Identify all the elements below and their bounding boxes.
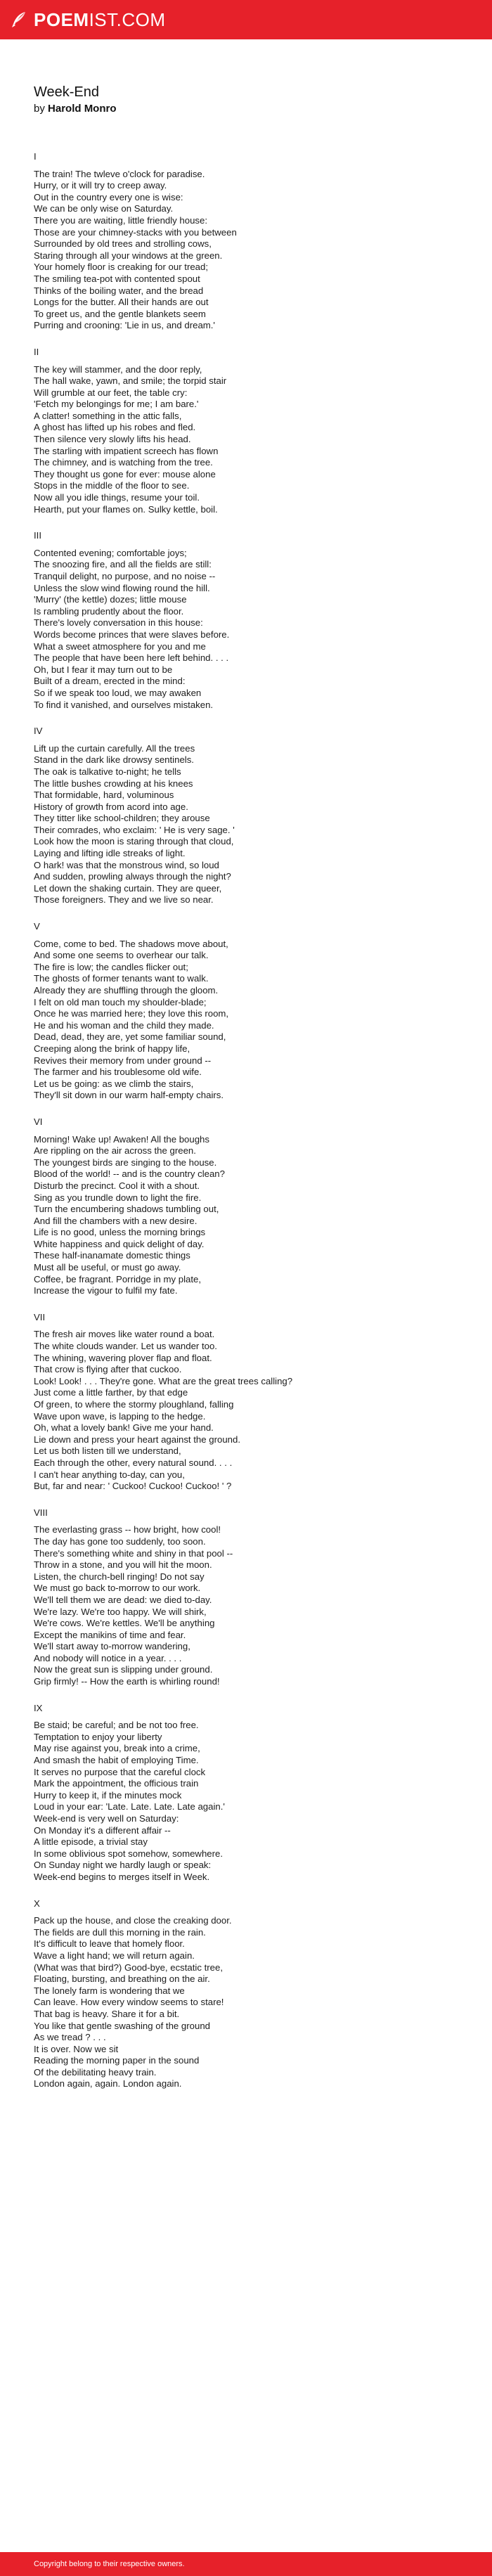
poem-line: Hurry to keep it, if the minutes mock <box>34 1789 182 1801</box>
poem-line: Of the debilitating heavy train. <box>34 2066 157 2078</box>
poem-line: London again, again. London again. <box>34 2078 182 2089</box>
poem-line: Must all be useful, or must go away. <box>34 1262 181 1273</box>
poem-line: Loud in your ear: 'Late. Late. Late. Late again.' <box>34 1801 225 1812</box>
poem-line: Disturb the precinct. Cool it with a shout. <box>34 1180 200 1191</box>
poem-line: Increase the vigour to fulfil my fate. <box>34 1285 178 1296</box>
poem-line: That formidable, hard, voluminous <box>34 790 174 801</box>
poem-line: On Sunday night we hardly laugh or speak: <box>34 1860 212 1871</box>
poem-line: I felt on old man touch my shoulder-blade; <box>34 996 207 1007</box>
poem-line: And fill the chambers with a new desire. <box>34 1215 198 1226</box>
poem-line: The oak is talkative to-night; he tells <box>34 766 181 777</box>
stanza-numeral: X <box>34 1898 40 1909</box>
copyright-notice: Copyright belong to their respective owners. <box>34 2560 185 2568</box>
poem-line: Longs for the butter. All their hands are out <box>34 297 209 308</box>
poem-line: Except the manikins of time and fear. <box>34 1629 186 1640</box>
poem-line: Throw in a stone, and you will hit the moon. <box>34 1559 212 1571</box>
poem-line: We can be only wise on Saturday. <box>34 203 174 214</box>
poem-line: A ghost has lifted up his robes and fled. <box>34 422 196 433</box>
poem-line: Blood of the world! -- and is the country clean? <box>34 1168 225 1180</box>
poem-line: There's lovely conversation in this house: <box>34 617 203 629</box>
poem-line: Hurry, or it will try to creep away. <box>34 180 167 191</box>
poem-line: The farmer and his troublesome old wife. <box>34 1067 202 1078</box>
poem-line: Let us be going: as we climb the stairs, <box>34 1078 194 1089</box>
poem-line: Stand in the dark like drowsy sentinels. <box>34 754 194 766</box>
poem-line: Their comrades, who exclaim: ' He is very sage. ' <box>34 824 235 835</box>
poem-line: A little episode, a trivial stay <box>34 1836 148 1848</box>
poem-line: As we tread ? . . . <box>34 2032 106 2043</box>
poem-line: The snoozing fire, and all the fields are still: <box>34 559 212 570</box>
poem-line: The chimney, and is watching from the tree. <box>34 457 213 468</box>
poem-line: Once he was married here; they love this room, <box>34 1008 229 1019</box>
poem-line: Wave upon wave, is lapping to the hedge. <box>34 1410 206 1422</box>
stanza-numeral: IX <box>34 1702 43 1713</box>
poem-line: I can't hear anything to-day, can you, <box>34 1469 185 1480</box>
poem-line: Thinks of the boiling water, and the bread <box>34 285 204 296</box>
poem-line: Sing as you trundle down to light the fire. <box>34 1192 202 1203</box>
poem-line: Wave a light hand; we will return again. <box>34 1950 195 1961</box>
poem-line: And smash the habit of employing Time. <box>34 1755 199 1766</box>
stanza <box>34 151 470 332</box>
poem-line: Creeping along the brink of happy life, <box>34 1043 190 1054</box>
poem-line: So if we speak too loud, we may awaken <box>34 687 202 698</box>
stanza-numeral: IV <box>34 726 43 737</box>
stanza <box>34 1898 470 2091</box>
stanza-numeral: VII <box>34 1311 46 1322</box>
poem-line: Unless the slow wind flowing round the hill. <box>34 582 210 593</box>
poem-line: Morning! Wake up! Awaken! All the boughs <box>34 1133 209 1145</box>
poem-line: To find it vanished, and ourselves mistaken. <box>34 699 214 710</box>
poem-line: The smiling tea-pot with contented spout <box>34 273 200 284</box>
poem-line: The day has gone too suddenly, too soon. <box>34 1535 206 1547</box>
poem-line: We must go back to-morrow to our work. <box>34 1583 201 1594</box>
author-link[interactable]: Harold Monro <box>48 103 117 115</box>
poem-line: White happiness and quick delight of day. <box>34 1238 205 1249</box>
poem-line: History of growth from acord into age. <box>34 801 188 812</box>
poem-line: Built of a dream, erected in the mind: <box>34 676 186 687</box>
poem-line: Grip firmly! -- How the earth is whirling round! <box>34 1676 220 1687</box>
poem-line: Is rambling prudently about the floor. <box>34 605 184 617</box>
site-logo-text: POEMIST.COM <box>34 8 166 30</box>
poem-line: Are rippling on the air across the green. <box>34 1145 196 1157</box>
poem-line: The train! The twleve o'clock for paradise. <box>34 168 205 179</box>
poem-line: Week-end begins to merges itself in Week. <box>34 1871 210 1882</box>
stanza <box>34 347 470 515</box>
stanza <box>34 1116 470 1297</box>
poem-line: What a sweet atmosphere for you and me <box>34 640 206 652</box>
poem-line: Reading the morning paper in the sound <box>34 2055 200 2066</box>
poem-content <box>34 84 470 2105</box>
poem-line: Surrounded by old trees and strolling cows, <box>34 238 212 250</box>
poem-line: The little bushes crowding at his knees <box>34 778 193 789</box>
poem-line: We'll start away to-morrow wandering, <box>34 1641 190 1652</box>
poem-line: Out in the country every one is wise: <box>34 191 183 202</box>
poem-line: They titter like school-children; they arouse <box>34 813 210 824</box>
poem-line: Stops in the middle of the floor to see. <box>34 480 190 491</box>
poem-line: And some one seems to overhear our talk. <box>34 950 209 961</box>
poem-line: Now all you idle things, resume your toil. <box>34 492 200 503</box>
poem-line: 'Fetch my belongings for me; I am bare.' <box>34 399 199 410</box>
poem-line: The fresh air moves like water round a boat. <box>34 1329 215 1340</box>
poem-line: Contented evening; comfortable joys; <box>34 547 187 558</box>
poem-line: The people that have been here left behind. . . . <box>34 652 229 664</box>
poem-line: The lonely farm is wondering that we <box>34 1985 185 1996</box>
stanza <box>34 921 470 1102</box>
poem-line: Lie down and press your heart against the ground. <box>34 1434 240 1445</box>
poem-line: Temptation to enjoy your liberty <box>34 1731 162 1742</box>
stanza-numeral: VIII <box>34 1507 48 1518</box>
poem-line: And sudden, prowling always through the night? <box>34 871 231 882</box>
poem-byline <box>34 103 470 115</box>
poem-line: Those are your chimney-stacks with you between <box>34 226 237 238</box>
site-logo-link[interactable] <box>10 9 166 31</box>
stanza <box>34 1312 470 1493</box>
poem-body <box>34 151 470 2090</box>
poem-line: It is over. Now we sit <box>34 2043 119 2054</box>
stanza <box>34 530 470 711</box>
poem-line: Tranquil delight, no purpose, and no noise -- <box>34 571 216 581</box>
poem-line: Week-end is very well on Saturday: <box>34 1813 179 1824</box>
poem-line: Oh, what a lovely bank! Give me your hand. <box>34 1422 214 1434</box>
poem-line: The hall wake, yawn, and smile; the torpid stair <box>34 375 227 387</box>
poem-line: Just come a little farther, by that edge <box>34 1387 188 1398</box>
poem-line: There's something white and shiny in that pool -- <box>34 1547 233 1559</box>
poem-line: Lift up the curtain carefully. All the trees <box>34 742 195 754</box>
poem-line: The white clouds wander. Let us wander too. <box>34 1341 217 1352</box>
poem-line: 'Murry' (the kettle) dozes; little mouse <box>34 594 187 605</box>
poem-line: It's difficult to leave that homely floor. <box>34 1938 185 1950</box>
poem-line: Look! Look! . . . They're gone. What are the great trees calling? <box>34 1375 293 1386</box>
poem-line: Let us both listen till we understand, <box>34 1445 181 1457</box>
byline-prefix: by <box>34 103 45 115</box>
poem-line: Those foreigners. They and we live so near. <box>34 894 214 906</box>
poem-line: Dead, dead, they are, yet some familiar sound, <box>34 1031 226 1043</box>
poem-line: Listen, the church-bell ringing! Do not say <box>34 1571 205 1582</box>
poem-line: Already they are shuffling through the gloom. <box>34 985 219 996</box>
poem-line: The everlasting grass -- how bright, how cool! <box>34 1524 221 1535</box>
poem-line: We're cows. We're kettles. We'll be anything <box>34 1618 215 1629</box>
poem-line: The ghosts of former tenants want to walk. <box>34 973 209 984</box>
poem-line: There you are waiting, little friendly house: <box>34 214 208 226</box>
poem-line: Then silence very slowly lifts his head. <box>34 434 191 445</box>
poem-line: They'll sit down in our warm half-empty chairs. <box>34 1090 224 1101</box>
poem-line: On Monday it's a different affair -- <box>34 1824 171 1836</box>
stanza-numeral: III <box>34 530 41 541</box>
poem-line: Words become princes that were slaves before. <box>34 629 230 640</box>
poem-line: A clatter! something in the attic falls, <box>34 410 182 421</box>
poem-line: Mark the appointment, the officious train <box>34 1778 199 1789</box>
poem-line: We're lazy. We're too happy. We will shirk, <box>34 1606 207 1617</box>
poem-line: Life is no good, unless the morning brings <box>34 1227 206 1238</box>
poem-line: Oh, but I fear it may turn out to be <box>34 664 173 675</box>
poem-line: To greet us, and the gentle blankets seem <box>34 308 206 319</box>
poem-line: In some oblivious spot somehow, somewhere. <box>34 1848 224 1859</box>
poem-line: These half-inanamate domestic things <box>34 1250 190 1261</box>
poem-line: Let down the shaking curtain. They are queer, <box>34 882 222 894</box>
footer-bar <box>0 2552 492 2576</box>
poem-line: It serves no purpose that the careful clock <box>34 1766 206 1777</box>
stanza <box>34 726 470 906</box>
quill-logo-icon <box>10 11 28 29</box>
poem-line: Floating, bursting, and breathing on the air. <box>34 1973 210 1985</box>
poem-line: The starling with impatient screech has flown <box>34 445 219 456</box>
poem-line: Now the great sun is slipping under ground. <box>34 1664 213 1675</box>
poem-line: He and his woman and the child they made. <box>34 1019 214 1031</box>
stanza-numeral: II <box>34 346 39 357</box>
stanza <box>34 1703 470 1883</box>
poem-line: Be staid; be careful; and be not too free. <box>34 1720 199 1731</box>
poem-line: Pack up the house, and close the creaking door. <box>34 1915 232 1926</box>
poem-line: That bag is heavy. Share it for a bit. <box>34 2008 180 2019</box>
poem-line: Will grumble at our feet, the table cry: <box>34 387 188 398</box>
poem-line: Of green, to where the stormy ploughland, falling <box>34 1399 234 1410</box>
poem-line: Your homely floor is creaking for our tread; <box>34 262 208 273</box>
poem-line: You like that gentle swashing of the ground <box>34 2020 210 2031</box>
stanza-numeral: VI <box>34 1116 43 1127</box>
poem-line: Each through the other, every natural sound. . . . <box>34 1457 233 1468</box>
stanza <box>34 1507 470 1688</box>
stanza-numeral: I <box>34 151 37 162</box>
poem-line: Look how the moon is staring through that cloud, <box>34 836 234 847</box>
poem-line: O hark! was that the monstrous wind, so loud <box>34 859 219 870</box>
poem-line: The fire is low; the candles flicker out; <box>34 961 188 972</box>
poem-line: The youngest birds are singing to the house. <box>34 1157 217 1168</box>
poem-line: Come, come to bed. The shadows move about, <box>34 938 228 949</box>
poem-line: The key will stammer, and the door reply, <box>34 363 202 375</box>
poem-line: The whining, wavering plover flap and float. <box>34 1352 212 1363</box>
poem-line: They thought us gone for ever: mouse alone <box>34 468 216 479</box>
poem-line: Purring and crooning: 'Lie in us, and dream.' <box>34 320 215 331</box>
poem-line: The fields are dull this morning in the rain. <box>34 1926 206 1938</box>
top-header-bar <box>0 0 492 39</box>
poem-line: Hearth, put your flames on. Sulky kettle, boil. <box>34 503 218 515</box>
stanza-numeral: V <box>34 921 40 932</box>
poem-line: Can leave. How every window seems to stare! <box>34 1997 224 2008</box>
poem-line: But, far and near: ' Cuckoo! Cuckoo! Cuckoo! ' ? <box>34 1481 232 1492</box>
poem-line: Revives their memory from under ground -- <box>34 1055 212 1066</box>
poem-line: Staring through all your windows at the green. <box>34 250 223 261</box>
poem-title: Week-End <box>34 84 100 100</box>
poem-line: Turn the encumbering shadows tumbling out, <box>34 1204 219 1215</box>
poem-line: (What was that bird?) Good-bye, ecstatic tree, <box>34 1962 223 1973</box>
poem-line: And nobody will notice in a year. . . . <box>34 1652 182 1663</box>
poem-line: May rise against you, break into a crime, <box>34 1743 200 1754</box>
poem-line: Laying and lifting idle streaks of light. <box>34 848 186 859</box>
poem-line: That crow is flying after that cuckoo. <box>34 1364 182 1375</box>
poem-line: Coffee, be fragrant. Porridge in my plate, <box>34 1273 201 1284</box>
poem-line: We'll tell them we are dead: we died to-day. <box>34 1594 212 1605</box>
